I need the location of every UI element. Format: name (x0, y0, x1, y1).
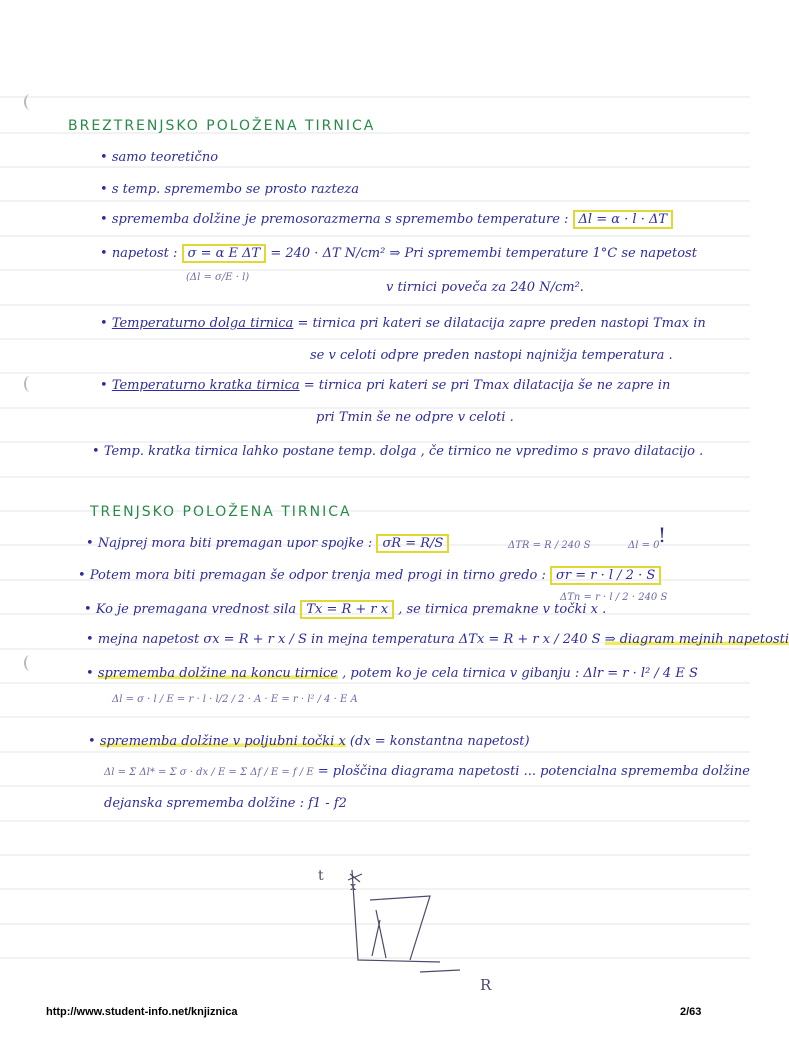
bullet-text: , se tirnica premakne v točki x . (398, 602, 607, 617)
list-item: • Najprej mora biti premagan upor spojke : σR = R/S (86, 536, 449, 552)
list-item: dejanska sprememba dolžine : f1 - f2 (104, 796, 347, 811)
formula-note: ⇒ Pri spremembi temperature 1°C se napetost (389, 246, 697, 261)
list-item: • Potem mora biti premagan še odpor trenja med progi in tirno gredo : σr = r · l / 2 · S (78, 568, 661, 584)
bullet-text: sprememba dolžine je premosorazmerna s spremembo temperature : (111, 212, 569, 227)
list-item: • sprememba dolžine na koncu tirnice , potem ko je cela tirnica v gibanju : Δlr = r · l² / 4 E S (86, 666, 698, 681)
definition: = tirnica pri kateri se dilatacija zapre preden nastopi Tmax in (297, 316, 706, 331)
formula-value: = 240 · ΔT N/cm² (270, 246, 386, 261)
formula-aside: (Δl = σ/E · l) (186, 272, 250, 283)
term: Temperaturno dolga tirnica (111, 316, 294, 331)
highlighted-result: ⇒ diagram mejnih napetosti (604, 632, 789, 647)
section-title-frictionless: BREZTRENJSKO POLOŽENA TIRNICA (68, 118, 376, 134)
formula-aside: Δl = 0 (628, 540, 660, 551)
punch-hole-top (24, 94, 36, 110)
formula-box: σr = r · l / 2 · S (550, 566, 661, 585)
exclamation-mark: ! (658, 523, 667, 547)
bullet-label: napetost : (111, 246, 178, 261)
formula-note: = ploščina diagrama napetosti ... potencialna sprememba dolžine (317, 764, 750, 779)
bullet-text: Ko je premagana vrednost sila (95, 602, 297, 617)
list-item: • Temp. kratka tirnica lahko postane temp. dolga , če tirnico ne vpredimo s pravo dilatacijo . (92, 444, 704, 459)
formula-box: Tx = R + r x (300, 600, 394, 619)
definition: = tirnica pri kateri se pri Tmax dilatacija še ne zapre in (303, 378, 671, 393)
list-item: • Temperaturno kratka tirnica = tirnica pri kateri se pri Tmax dilatacija še ne zapre in (100, 378, 671, 393)
bullet-text: mejna napetost σx = R + r x / S in mejna temperatura ΔTx = R + r x / 240 S (97, 632, 601, 647)
formula: Δlr = r · l² / 4 E S (583, 666, 698, 681)
section-title-friction: TRENJSKO POLOŽENA TIRNICA (90, 504, 352, 520)
bullet-text: Potem mora biti premagan še odpor trenja med progi in tirno gredo : (89, 568, 546, 583)
definition-continued: pri Tmin še ne odpre v celoti . (316, 410, 514, 425)
list-item: • Ko je premagana vrednost sila Tx = R + r x , se tirnica premakne v točki x . (84, 602, 607, 617)
sketch-diagram (300, 860, 520, 1000)
term: sprememba dolžine na koncu tirnice (97, 666, 338, 681)
list-item: • sprememba dolžine v poljubni točki x (dx = konstantna napetost) (88, 734, 530, 749)
formula-aside: ΔTn = r · l / 2 · 240 S (560, 592, 668, 603)
definition-continued: se v celoti odpre preden nastopi najnižja temperatura . (310, 348, 673, 363)
list-item: • samo teoretično (100, 150, 219, 165)
formula: Δl = Σ Δl* = Σ σ · dx / E = Σ Δf / E = f / E (104, 767, 314, 778)
sketch-label-r: R (480, 976, 492, 994)
page-number: 2/63 (680, 1006, 702, 1018)
formula-derivation: Δl = σ · l / E = r · l · l/2 / 2 · A · E = r · l² / 4 · E A (112, 694, 358, 705)
formula-box: σ = α E ΔT (182, 244, 267, 263)
list-item: • Temperaturno dolga tirnica = tirnica pri kateri se dilatacija zapre preden nastopi Tmax in (100, 316, 706, 331)
bullet-text: , potem ko je cela tirnica v gibanju : (342, 666, 580, 681)
bullet-text: (dx = konstantna napetost) (349, 734, 530, 749)
list-item: • s temp. spremembo se prosto razteza (100, 182, 360, 197)
footer-url[interactable]: http://www.student-info.net/knjiznica (46, 1006, 238, 1018)
bullet-text: samo teoretično (111, 150, 219, 165)
bullet-text: Temp. kratka tirnica lahko postane temp. dolga , če tirnico ne vpredimo s pravo dilatacijo . (103, 444, 704, 459)
term: sprememba dolžine v poljubni točki x (99, 734, 346, 749)
formula-box: Δl = α · l · ΔT (573, 210, 674, 229)
formula-aside: ΔTR = R / 240 S (508, 540, 591, 551)
sketch-label-x: x (350, 880, 357, 893)
formula-line (104, 764, 750, 781)
list-item: • napetost : σ = α E ΔT = 240 · ΔT N/cm² ⇒ Pri spremembi temperature 1°C se napetost (100, 246, 697, 261)
term: Temperaturno kratka tirnica (111, 378, 300, 393)
bullet-text: Najprej mora biti premagan upor spojke : (97, 536, 373, 551)
formula-note-continued: v tirnici poveča za 240 N/cm². (386, 280, 584, 295)
list-item: • mejna napetost σx = R + r x / S in mejna temperatura ΔTx = R + r x / 240 S ⇒ diagram mejnih napetosti (86, 632, 789, 647)
punch-hole-bottom (24, 655, 36, 671)
formula-box: σR = R/S (376, 534, 449, 553)
punch-hole-middle (24, 376, 36, 392)
list-item: • sprememba dolžine je premosorazmerna s spremembo temperature : Δl = α · l · ΔT (100, 212, 673, 228)
sketch-label-t: t (318, 868, 324, 884)
bullet-text: s temp. spremembo se prosto razteza (111, 182, 360, 197)
